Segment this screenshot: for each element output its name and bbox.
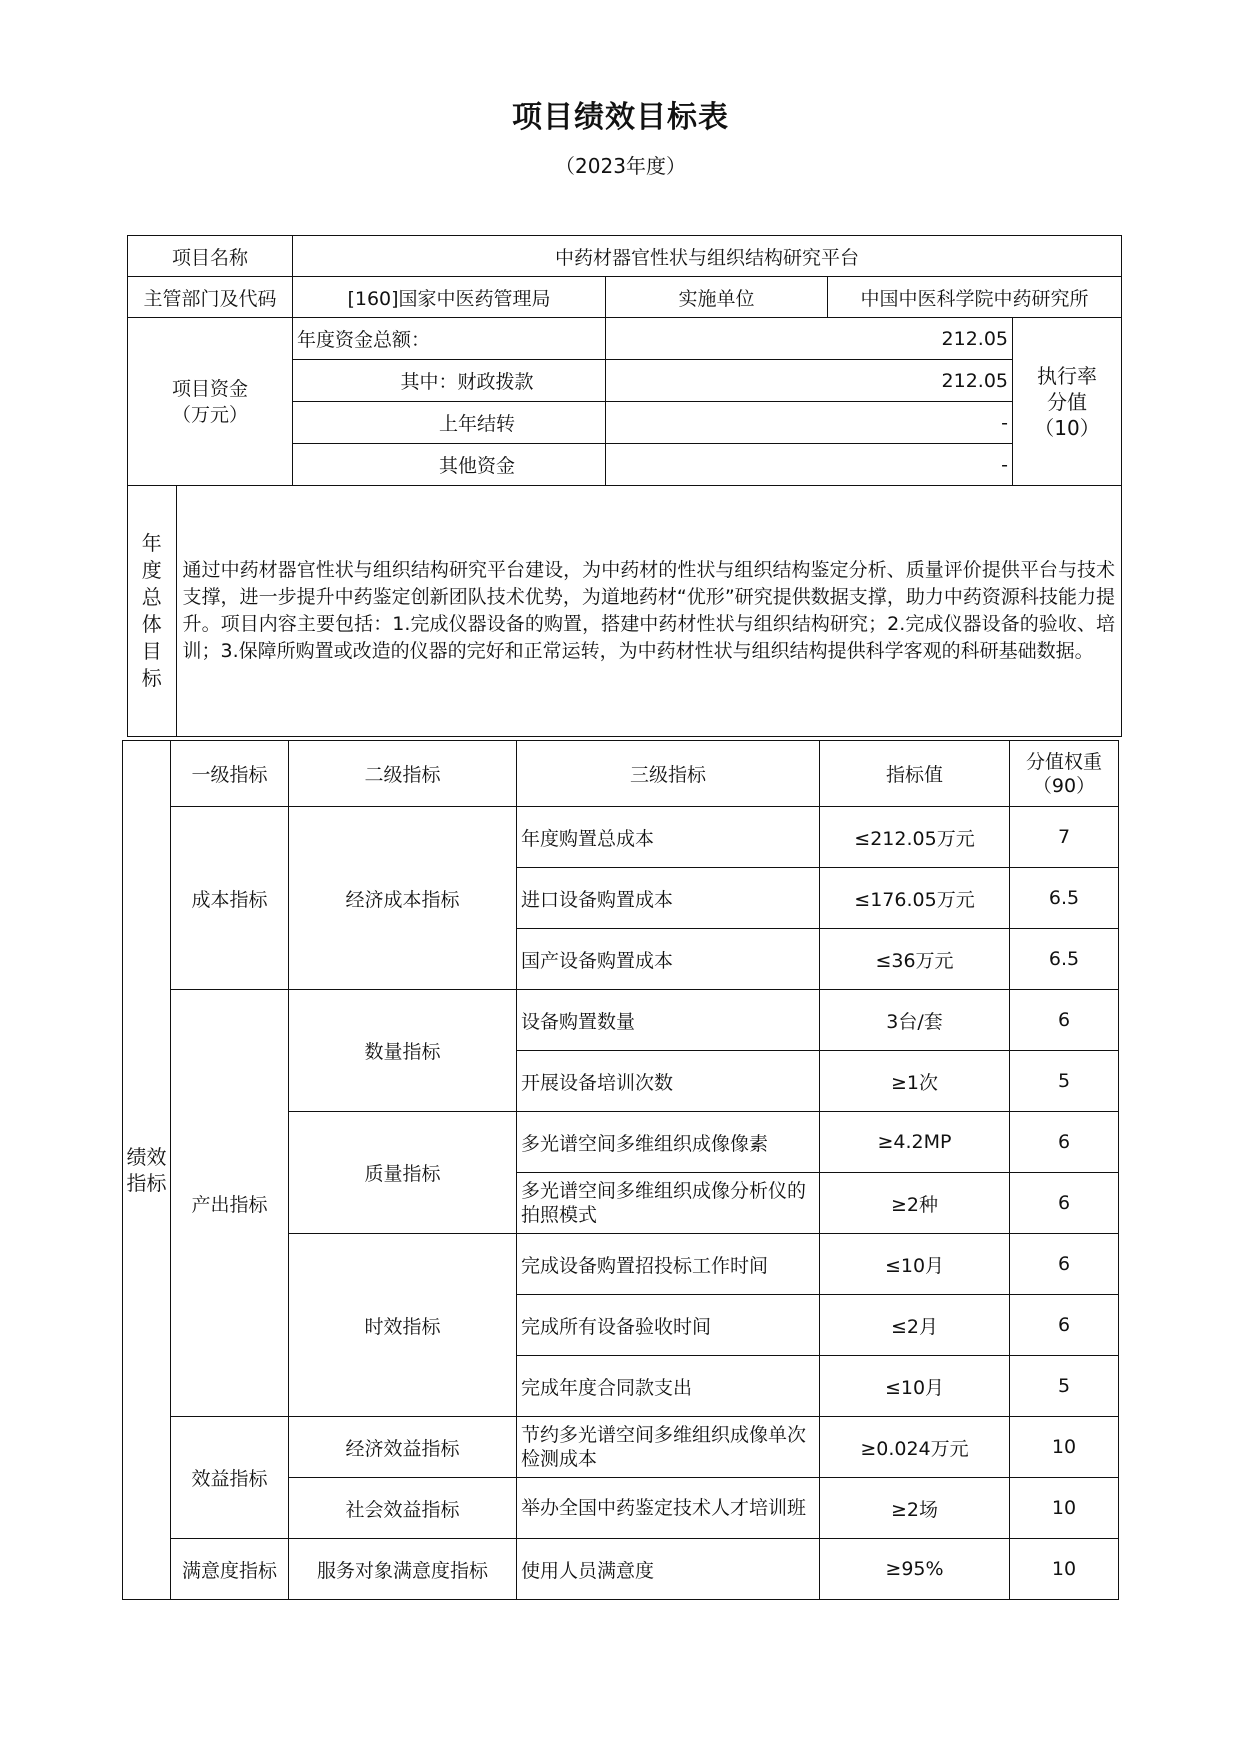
header-weight: 分值权重 （90） [1010,741,1119,807]
level2-economic-benefit: 经济效益指标 [289,1417,517,1478]
project-name-label: 项目名称 [128,236,293,277]
indicator-weight: 7 [1010,807,1119,868]
indicator-value: ≤10月 [820,1234,1010,1295]
impl-value: 中国中医科学院中药研究所 [828,277,1122,318]
dept-value: [160]国家中医药管理局 [293,277,606,318]
indicator-value: ≤212.05万元 [820,807,1010,868]
indicator-weight: 6.5 [1010,929,1119,990]
performance-table [122,740,1119,1600]
indicator-name: 完成所有设备验收时间 [517,1295,820,1356]
project-info-table [127,235,1122,737]
indicator-weight: 6 [1010,1234,1119,1295]
indicator-weight: 10 [1010,1478,1119,1539]
level1-satisfaction: 满意度指标 [171,1539,289,1600]
funds-label: 项目资金 （万元） [128,318,293,486]
indicator-name: 完成设备购置招投标工作时间 [517,1234,820,1295]
indicator-weight: 5 [1010,1356,1119,1417]
table-row [123,1417,1119,1478]
indicator-name: 完成年度合同款支出 [517,1356,820,1417]
table-row [123,990,1119,1051]
indicator-name: 多光谱空间多维组织成像分析仪的拍照模式 [517,1173,820,1234]
level2-timeliness: 时效指标 [289,1234,517,1417]
indicator-weight: 5 [1010,1051,1119,1112]
indicator-weight: 6 [1010,990,1119,1051]
goal-cell [128,486,1122,737]
indicator-value: ≥95% [820,1539,1010,1600]
level1-output: 产出指标 [171,990,289,1417]
indicator-value: 3台/套 [820,990,1010,1051]
indicator-value: ≥2场 [820,1478,1010,1539]
goal-text: 通过中药材器官性状与组织结构研究平台建设，为中药材的性状与组织结构鉴定分析、质量评价提供平台与技术支撑，进一步提升中药鉴定创新团队技术优势，为道地药材“优形”研究提供数据支撑，助力中药资源科技能力提升。项目内容主要包括：1.完成仪器设备的购置，搭建中药材性状与组织结构研究；2.完成仪器设备的验收、培训；3.保障所购置或改造的仪器的完好和正常运转，为中药材性状与组织结构提供科学客观的科研基础数据。 [182,559,1116,662]
indicator-name: 节约多光谱空间多维组织成像单次检测成本 [517,1417,820,1478]
impl-label: 实施单位 [606,277,828,318]
level2-service-satisfaction: 服务对象满意度指标 [289,1539,517,1600]
indicator-name: 开展设备培训次数 [517,1051,820,1112]
level2-quantity: 数量指标 [289,990,517,1112]
fund-carryover-value: - [606,402,1013,444]
fund-other-label: 其他资金 [293,444,606,486]
header-level2: 二级指标 [289,741,517,807]
dept-label: 主管部门及代码 [128,277,293,318]
indicator-name: 国产设备购置成本 [517,929,820,990]
indicator-name: 年度购置总成本 [517,807,820,868]
indicator-weight: 6 [1010,1295,1119,1356]
indicator-value: ≤176.05万元 [820,868,1010,929]
fund-total-label: 年度资金总额： [293,318,606,360]
level2-social-benefit: 社会效益指标 [289,1478,517,1539]
exec-rate-label: 执行率 分值 （10） [1013,318,1122,486]
indicator-value: ≥2种 [820,1173,1010,1234]
indicator-name: 进口设备购置成本 [517,868,820,929]
level2-economic-cost: 经济成本指标 [289,807,517,990]
fund-other-value: - [606,444,1013,486]
page-subtitle: （2023年度） [555,154,686,178]
level2-quality: 质量指标 [289,1112,517,1234]
fund-carryover-label: 上年结转 [293,402,606,444]
indicator-name: 使用人员满意度 [517,1539,820,1600]
indicator-weight: 10 [1010,1539,1119,1600]
level1-benefit: 效益指标 [171,1417,289,1539]
goal-inner-table [128,486,1121,736]
indicator-value: ≤2月 [820,1295,1010,1356]
indicator-value: ≤36万元 [820,929,1010,990]
fund-fiscal-label: 其中：财政拨款 [293,360,606,402]
indicator-name: 设备购置数量 [517,990,820,1051]
indicator-weight: 6 [1010,1112,1119,1173]
perf-label: 绩效 指标 [123,741,171,1600]
header-value: 指标值 [820,741,1010,807]
indicator-value: ≥1次 [820,1051,1010,1112]
indicator-name: 举办全国中药鉴定技术人才培训班 [517,1478,820,1539]
indicator-value: ≥0.024万元 [820,1417,1010,1478]
indicator-weight: 6 [1010,1173,1119,1234]
goal-label: 年 度 总 体 目 标 [128,486,176,736]
indicator-value: ≥4.2MP [820,1112,1010,1173]
fund-total-value: 212.05 [606,318,1013,360]
indicator-weight: 10 [1010,1417,1119,1478]
header-level3: 三级指标 [517,741,820,807]
page-title: 项目绩效目标表 [512,100,729,135]
table-row [123,1539,1119,1600]
header-level1: 一级指标 [171,741,289,807]
level1-cost: 成本指标 [171,807,289,990]
indicator-value: ≤10月 [820,1356,1010,1417]
project-name-value: 中药材器官性状与组织结构研究平台 [293,236,1122,277]
table-row [123,807,1119,868]
indicator-name: 多光谱空间多维组织成像像素 [517,1112,820,1173]
fund-fiscal-value: 212.05 [606,360,1013,402]
indicator-weight: 6.5 [1010,868,1119,929]
